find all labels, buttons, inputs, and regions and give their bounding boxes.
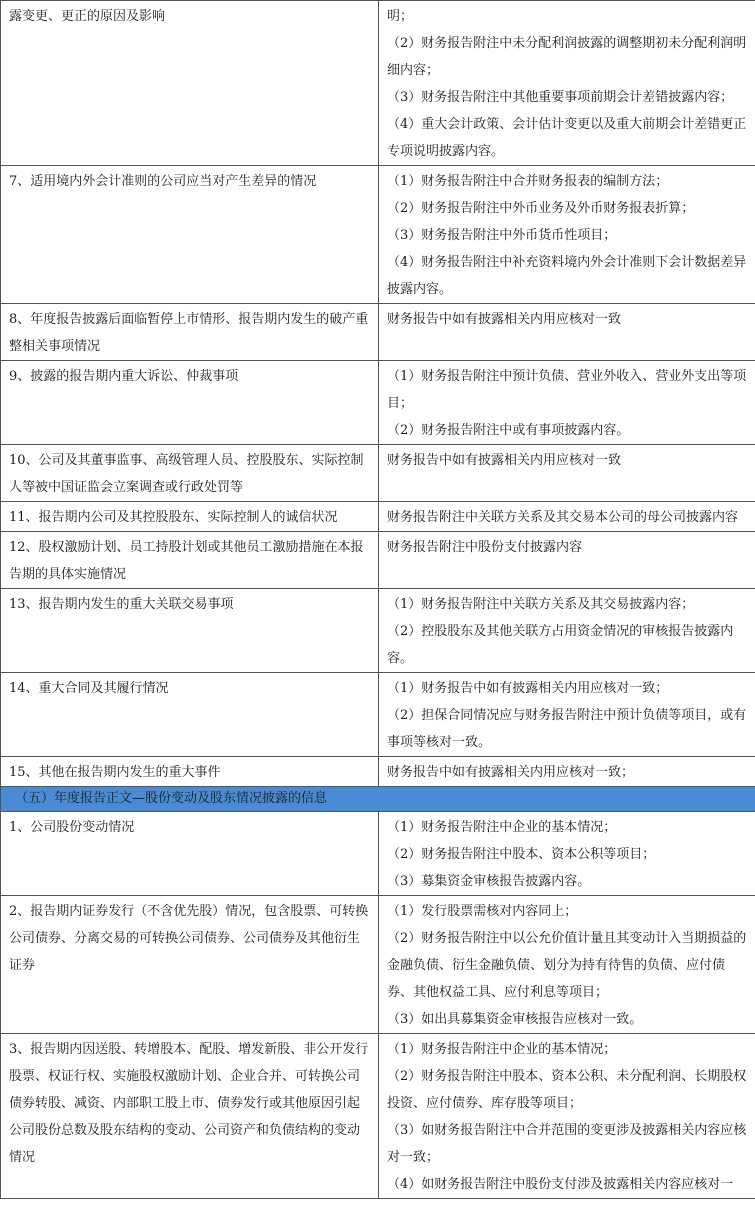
item-cell [1, 1, 379, 166]
item-cell [1, 896, 379, 1034]
table-row [1, 757, 755, 787]
check-text: （2）财务报告附注中未分配利润披露的调整期初未分配利润明细内容； [387, 36, 747, 78]
item-text: 14、重大合同及其履行情况 [9, 681, 169, 696]
check-text: 财务报告中如有披露相关内用应核对一致； [387, 765, 635, 780]
item-cell [1, 166, 379, 304]
section-header: （五）年度报告正文—股份变动及股东情况披露的信息 [1, 787, 755, 812]
item-cell [1, 445, 379, 502]
check-text: （3）募集资金审核报告披露内容。 [387, 874, 591, 889]
check-cell [379, 304, 755, 361]
check-text: （4）财务报告附注中补充资料境内外会计准则下会计数据差异披露内容。 [387, 255, 747, 297]
item-cell [1, 589, 379, 673]
check-cell [379, 1, 755, 166]
table-row [1, 445, 755, 502]
check-cell [379, 166, 755, 304]
table-row [1, 1034, 755, 1199]
check-text: （3）财务报告附注中其他重要事项前期会计差错披露内容； [387, 90, 734, 105]
table-row [1, 673, 755, 757]
item-cell [1, 757, 379, 787]
check-text: （2）财务报告附注中股本、资本公积、未分配利润、长期股权投资、应付债券、库存股等项目； [387, 1069, 747, 1111]
check-text: （2）担保合同情况应与财务报告附注中预计负债等项目，或有事项等核对一致。 [387, 708, 747, 750]
check-cell [379, 589, 755, 673]
item-text: 8、年度报告披露后面临暂停上市情形、报告期内发生的破产重整相关事项情况 [9, 312, 369, 354]
item-cell [1, 673, 379, 757]
check-text: （1）财务报告中如有披露相关内用应核对一致； [387, 681, 669, 696]
item-text: 2、报告期内证券发行（不含优先股）情况，包含股票、可转换公司债券、分离交易的可转换公司债券、公司债券及其他衍生证券 [9, 904, 369, 973]
item-cell [1, 1034, 379, 1199]
item-text: 10、公司及其董事监事、高级管理人员、控股股东、实际控制人等被中国证监会立案调查或行政处罚等 [9, 453, 364, 495]
check-cell [379, 532, 755, 589]
check-text: （3）如财务报告附注中合并范围的变更涉及披露相关内容应核对一致； [387, 1123, 747, 1165]
check-text: （2）财务报告附注中外币业务及外币财务报表折算； [387, 201, 695, 216]
check-text: （3）财务报告附注中外币货币性项目； [387, 228, 617, 243]
check-text: 财务报告中如有披露相关内用应核对一致 [387, 453, 622, 468]
table-row [1, 812, 755, 896]
table-row [1, 532, 755, 589]
item-text: 露变更、更正的原因及影响 [9, 9, 166, 24]
check-text: 明； [387, 9, 414, 24]
item-text: 13、报告期内发生的重大关联交易事项 [9, 597, 234, 612]
item-text: 7、适用境内外会计准则的公司应当对产生差异的情况 [9, 174, 317, 189]
check-text: （2）财务报告附注中以公允价值计量且其变动计入当期损益的金融负债、衍生金融负债、划分为持有待售的负债、应付债券、其他权益工具、应付利息等项目； [387, 931, 747, 1000]
check-cell [379, 896, 755, 1034]
check-text: （2）财务报告附注中或有事项披露内容。 [387, 423, 630, 438]
check-text: （2）控股股东及其他关联方占用资金情况的审核报告披露内容。 [387, 624, 734, 666]
check-text: （1）财务报告附注中企业的基本情况； [387, 820, 617, 835]
check-cell [379, 445, 755, 502]
check-text: （1）财务报告附注中关联方关系及其交易披露内容； [387, 597, 695, 612]
item-text: 15、其他在报告期内发生的重大事件 [9, 765, 221, 780]
check-text: （4）重大会计政策、会计估计变更以及重大前期会计差错更正专项说明披露内容。 [387, 117, 747, 159]
check-cell [379, 757, 755, 787]
check-text: （2）财务报告附注中股本、资本公积等项目； [387, 847, 656, 862]
check-cell [379, 361, 755, 445]
table-row [1, 502, 755, 532]
check-text: 财务报告附注中关联方关系及其交易本公司的母公司披露内容 [387, 510, 739, 525]
item-text: 1、公司股份变动情况 [9, 820, 135, 835]
item-cell [1, 361, 379, 445]
check-text: 财务报告附注中股份支付披露内容 [387, 540, 583, 555]
check-cell [379, 812, 755, 896]
item-text: 9、披露的报告期内重大诉讼、仲裁事项 [9, 369, 239, 384]
item-cell [1, 502, 379, 532]
table-row [1, 304, 755, 361]
item-text: 11、报告期内公司及其控股股东、实际控制人的诚信状况 [9, 510, 338, 525]
table-row [1, 896, 755, 1034]
check-text: （1）财务报告附注中企业的基本情况； [387, 1042, 617, 1057]
check-cell [379, 502, 755, 532]
check-text: 财务报告中如有披露相关内用应核对一致 [387, 312, 622, 327]
table-row [1, 166, 755, 304]
check-text: （1）财务报告附注中预计负债、营业外收入、营业外支出等项目； [387, 369, 747, 411]
section-header-row [1, 787, 755, 812]
check-text: （3）如出具募集资金审核报告应核对一致。 [387, 1012, 643, 1027]
check-text: （1）财务报告附注中合并财务报表的编制方法； [387, 174, 669, 189]
item-cell [1, 812, 379, 896]
check-cell [379, 1034, 755, 1199]
item-text: 3、报告期内因送股、转增股本、配股、增发新股、非公开发行股票、权证行权、实施股权激励计划、企业合并、可转换公司债券转股、减资、内部职工股上市、债券发行或其他原因引起公司股份总数及股东结构的变动、公司资产和负债结构的变动情况 [9, 1042, 369, 1165]
table-row [1, 589, 755, 673]
item-text: 12、股权激励计划、员工持股计划或其他员工激励措施在本报告期的具体实施情况 [9, 540, 364, 582]
check-cell [379, 673, 755, 757]
check-text: （1）发行股票需核对内容同上； [387, 904, 578, 919]
item-cell [1, 532, 379, 589]
check-text: （4）如财务报告附注中股份支付涉及披露相关内容应核对一 [387, 1177, 734, 1192]
item-cell [1, 304, 379, 361]
table-row [1, 1, 755, 166]
table-row [1, 361, 755, 445]
